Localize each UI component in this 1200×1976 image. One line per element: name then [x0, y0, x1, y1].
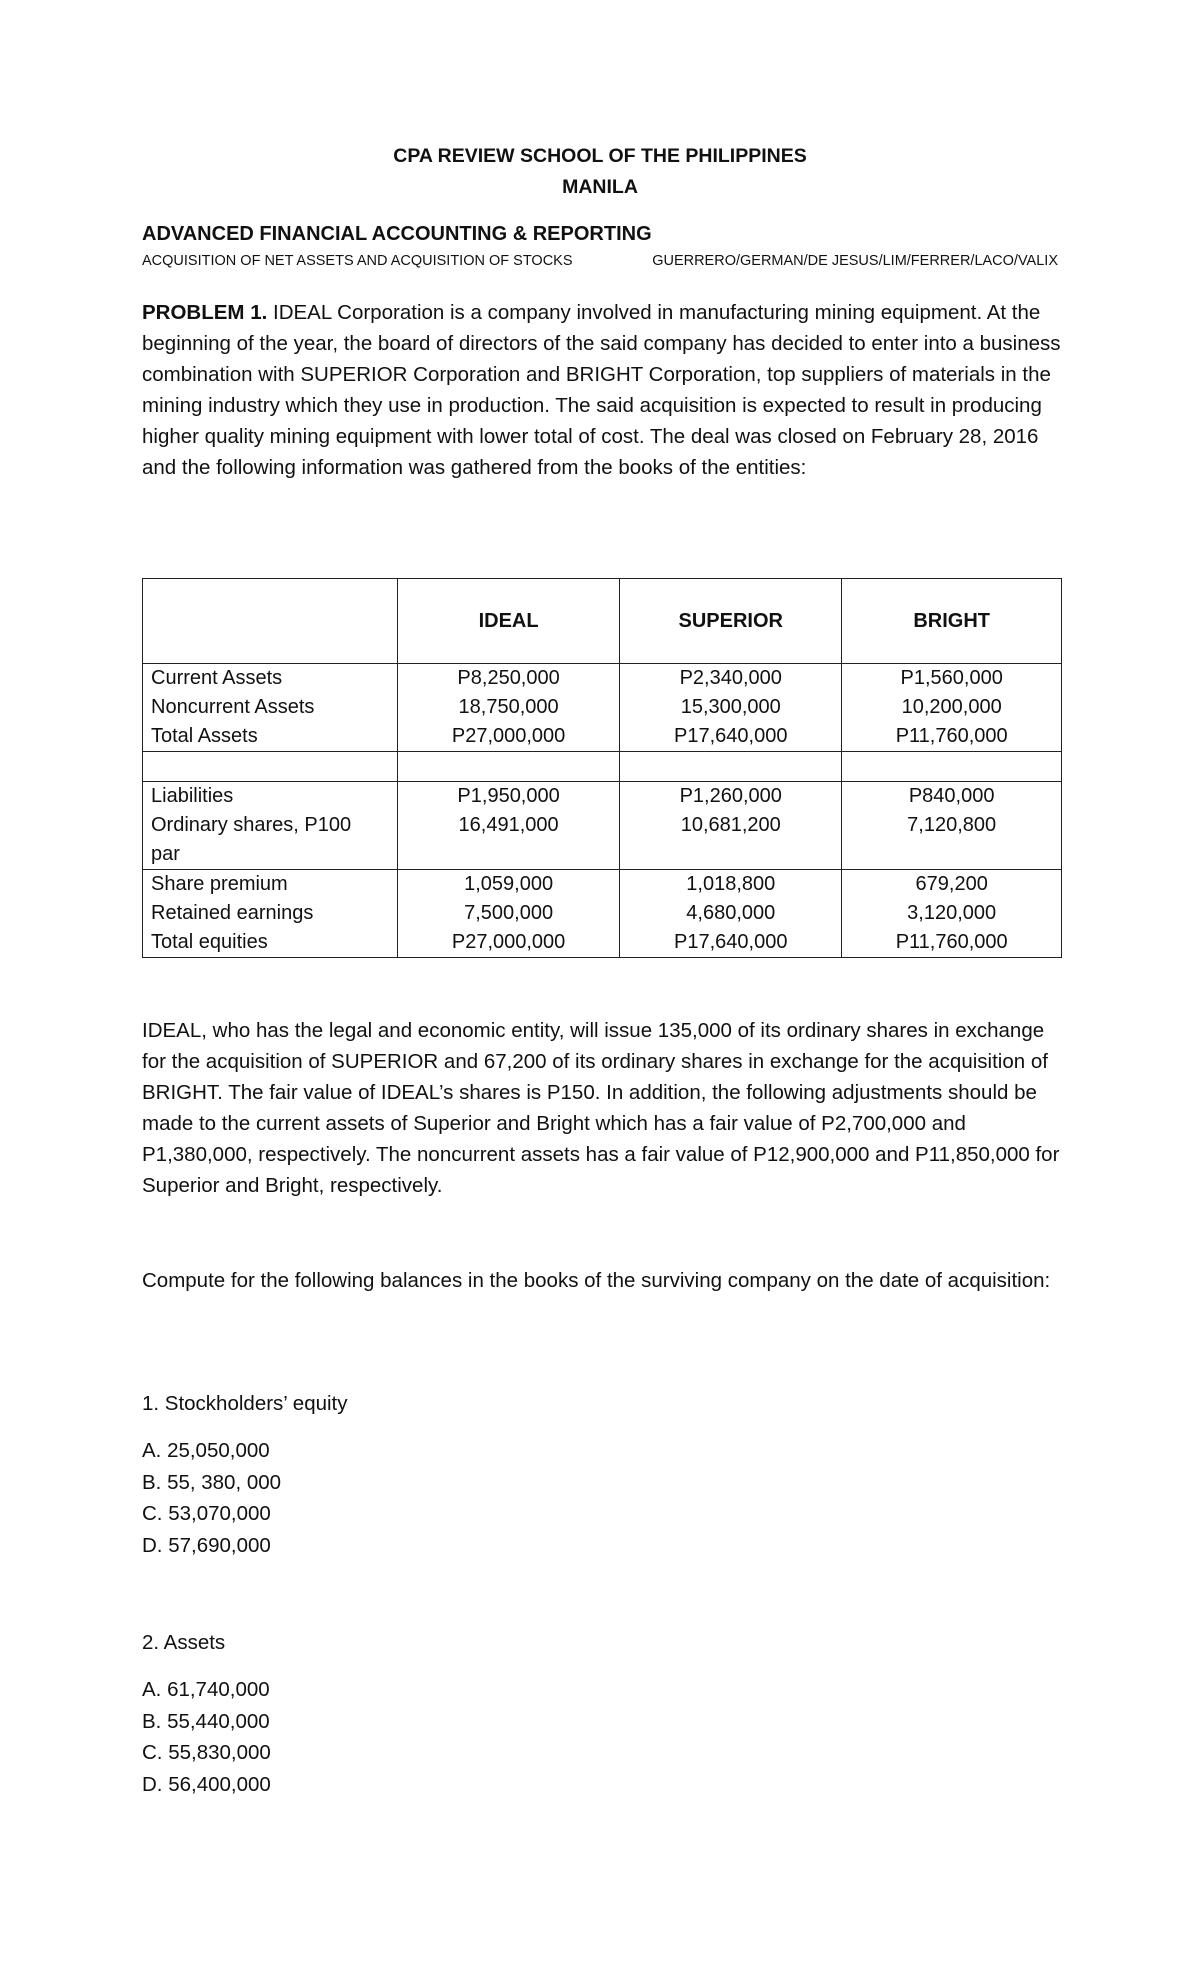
authors-line: GUERRERO/GERMAN/DE JESUS/LIM/FERRER/LACO/VALIX [652, 253, 1058, 269]
row-label: Ordinary shares, P100 [143, 811, 398, 840]
cell-value: P1,260,000 [620, 782, 842, 812]
option-d: D. 57,690,000 [142, 1533, 271, 1557]
cell-value: 4,680,000 [620, 899, 842, 928]
cell-value: 1,018,800 [620, 870, 842, 900]
cell-value [842, 840, 1062, 870]
row-label: Retained earnings [143, 899, 398, 928]
course-title: ADVANCED FINANCIAL ACCOUNTING & REPORTING [142, 223, 652, 245]
cell-value: P1,560,000 [842, 664, 1062, 694]
question-1: 1. Stockholders’ equity [142, 1392, 348, 1415]
financial-table [142, 578, 1062, 958]
cell-value: P8,250,000 [398, 664, 620, 694]
cell-value: 16,491,000 [398, 811, 620, 840]
cell-value: P11,760,000 [842, 722, 1062, 752]
row-label: par [143, 840, 398, 870]
cell-value: 3,120,000 [842, 899, 1062, 928]
option-b: B. 55, 380, 000 [142, 1470, 282, 1494]
cell-value: P2,340,000 [620, 664, 842, 694]
school-city: MANILA [562, 176, 638, 198]
row-label: Noncurrent Assets [143, 693, 398, 722]
option-d: D. 56,400,000 [142, 1772, 271, 1796]
cell-value [620, 840, 842, 870]
cell-value: P17,640,000 [620, 928, 842, 958]
cell-value: P1,950,000 [398, 782, 620, 812]
row-label: Total Assets [143, 722, 398, 752]
table-header-row [143, 579, 1062, 664]
question-2: 2. Assets [142, 1631, 226, 1654]
problem-label: PROBLEM 1. [142, 301, 268, 324]
table-header-cell: BRIGHT [842, 579, 1062, 664]
table-row [143, 782, 1062, 812]
cell-value: 10,681,200 [620, 811, 842, 840]
cell-value: P27,000,000 [398, 722, 620, 752]
cell-value: 10,200,000 [842, 693, 1062, 722]
cell-value: P27,000,000 [398, 928, 620, 958]
table-header-cell [143, 579, 398, 664]
row-label: Current Assets [143, 664, 398, 694]
cell-value: P11,760,000 [842, 928, 1062, 958]
table-row [143, 928, 1062, 958]
cell-value: 7,500,000 [398, 899, 620, 928]
table-row [143, 693, 1062, 722]
problem-intro-text: IDEAL Corporation is a company involved in manufacturing mining equipment. At the beginning of the year, the board of directors of the said company has decided to enter into a business combination with SUPERIOR Corporation and BRIGHT Corporation, top suppliers of materials in the mining industry which they use in production. The said acquisition is expected to result in producing higher quality mining equipment with lower total of cost. The deal was closed on February 28, 2016 and the following information was gathered from the books of the entities: [142, 301, 1061, 479]
question-1-options [142, 1435, 281, 1561]
cell-value [398, 840, 620, 870]
cell-value: P840,000 [842, 782, 1062, 812]
table-row [143, 722, 1062, 752]
table-spacer-row [143, 752, 1062, 782]
option-c: C. 53,070,000 [142, 1502, 271, 1525]
instruction-text: Compute for the following balances in the books of the surviving company on the date of acquisition: [142, 1269, 1051, 1292]
table-row [143, 664, 1062, 694]
cell-value: 15,300,000 [620, 693, 842, 722]
table-row [143, 840, 1062, 870]
cell-value: P17,640,000 [620, 722, 842, 752]
problem-intro [142, 297, 1062, 483]
row-label: Total equities [143, 928, 398, 958]
topic-subtitle: ACQUISITION OF NET ASSETS AND ACQUISITION OF STOCKS [142, 253, 573, 269]
option-b: B. 55,440,000 [142, 1709, 270, 1733]
option-c: C. 55,830,000 [142, 1741, 271, 1764]
question-2-options [142, 1674, 271, 1800]
table-row [143, 899, 1062, 928]
row-label: Liabilities [143, 782, 398, 812]
cell-value: 679,200 [842, 870, 1062, 900]
cell-value: 1,059,000 [398, 870, 620, 900]
table-row [143, 811, 1062, 840]
table-row [143, 870, 1062, 900]
option-a: A. 61,740,000 [142, 1678, 270, 1701]
row-label: Share premium [143, 870, 398, 900]
acquisition-details: IDEAL, who has the legal and economic entity, will issue 135,000 of its ordinary shares in exchange for the acquisition of SUPERIOR and 67,200 of its ordinary shares in exchange for the acquisition of BRIGHT. The fair value of IDEAL’s shares is P150. In addition, the following adjustments should be made to the current assets of Superior and Bright which has a fair value of P2,700,000 and P1,380,000, respectively. The noncurrent assets has a fair value of P12,900,000 and P11,850,000 for Superior and Bright, respectively. [142, 1019, 1060, 1197]
cell-value: 18,750,000 [398, 693, 620, 722]
cell-value: 7,120,800 [842, 811, 1062, 840]
option-a: A. 25,050,000 [142, 1439, 270, 1462]
table-header-cell: SUPERIOR [620, 579, 842, 664]
school-name: CPA REVIEW SCHOOL OF THE PHILIPPINES [393, 145, 807, 167]
table-header-cell: IDEAL [398, 579, 620, 664]
